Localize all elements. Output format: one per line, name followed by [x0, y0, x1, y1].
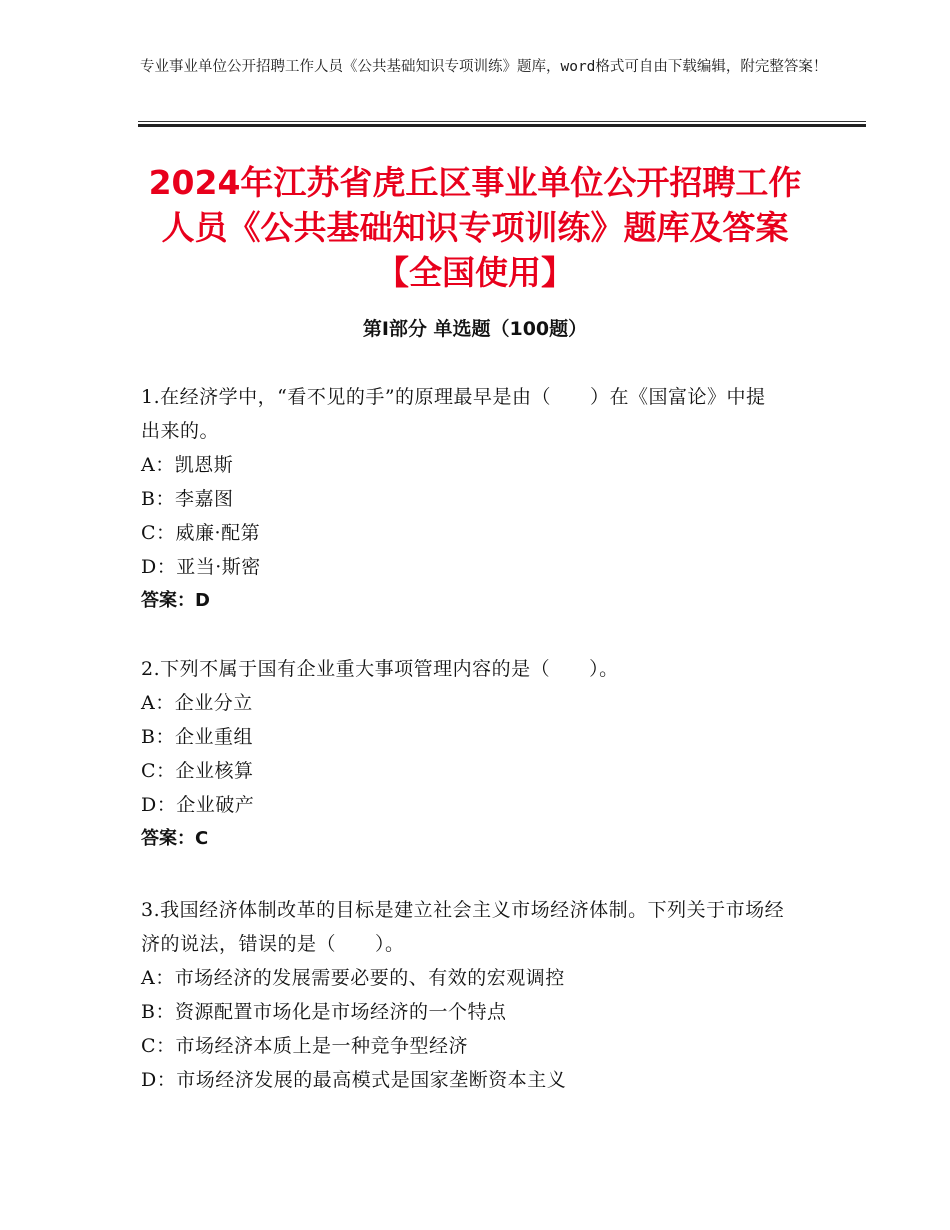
- question-option: B：资源配置市场化是市场经济的一个特点: [141, 1001, 507, 1023]
- question-stem: 3.我国经济体制改革的目标是建立社会主义市场经济体制。下列关于市场经济的说法，错误的是（ ）。: [141, 899, 785, 955]
- question-stem: 2.下列不属于国有企业重大事项管理内容的是（ ）。: [141, 658, 619, 680]
- question-option: A：市场经济的发展需要必要的、有效的宏观调控: [141, 967, 565, 989]
- section-heading: 第Ⅰ部分 单选题（100题）: [362, 318, 588, 340]
- question-answer: 答案：D: [141, 590, 210, 611]
- question-option: D：市场经济发展的最高模式是国家垄断资本主义: [141, 1069, 567, 1091]
- question-option: B：企业重组: [141, 726, 253, 748]
- question-block: [141, 652, 841, 856]
- question-option: A：凯恩斯: [141, 454, 234, 476]
- question-option: A：企业分立: [141, 692, 253, 714]
- question-stem: 1.在经济学中，“看不见的手”的原理最早是由（ ）在《国富论》中提出来的。: [141, 386, 766, 442]
- question-block: [141, 893, 841, 1097]
- question-option: C：市场经济本质上是一种竞争型经济: [141, 1035, 469, 1057]
- question-option: C：威廉·配第: [141, 522, 261, 544]
- title-line: 【全国使用】: [376, 253, 574, 292]
- question-option: D：企业破产: [141, 794, 255, 816]
- header-divider-thin: [138, 121, 866, 122]
- question-option: B：李嘉图: [141, 488, 234, 510]
- title-line: 2024年江苏省虎丘区事业单位公开招聘工作: [148, 163, 802, 202]
- header-note: 专业事业单位公开招聘工作人员《公共基础知识专项训练》题库，word格式可自由下载编辑，附完整答案！: [140, 59, 828, 75]
- question-option: C：企业核算: [141, 760, 254, 782]
- header-divider-thick: [138, 124, 866, 127]
- question-option: D：亚当·斯密: [141, 556, 261, 578]
- title-line: 人员《公共基础知识专项训练》题库及答案: [161, 208, 789, 247]
- question-block: [141, 380, 841, 618]
- document-title: [120, 160, 830, 295]
- question-answer: 答案：C: [141, 828, 209, 849]
